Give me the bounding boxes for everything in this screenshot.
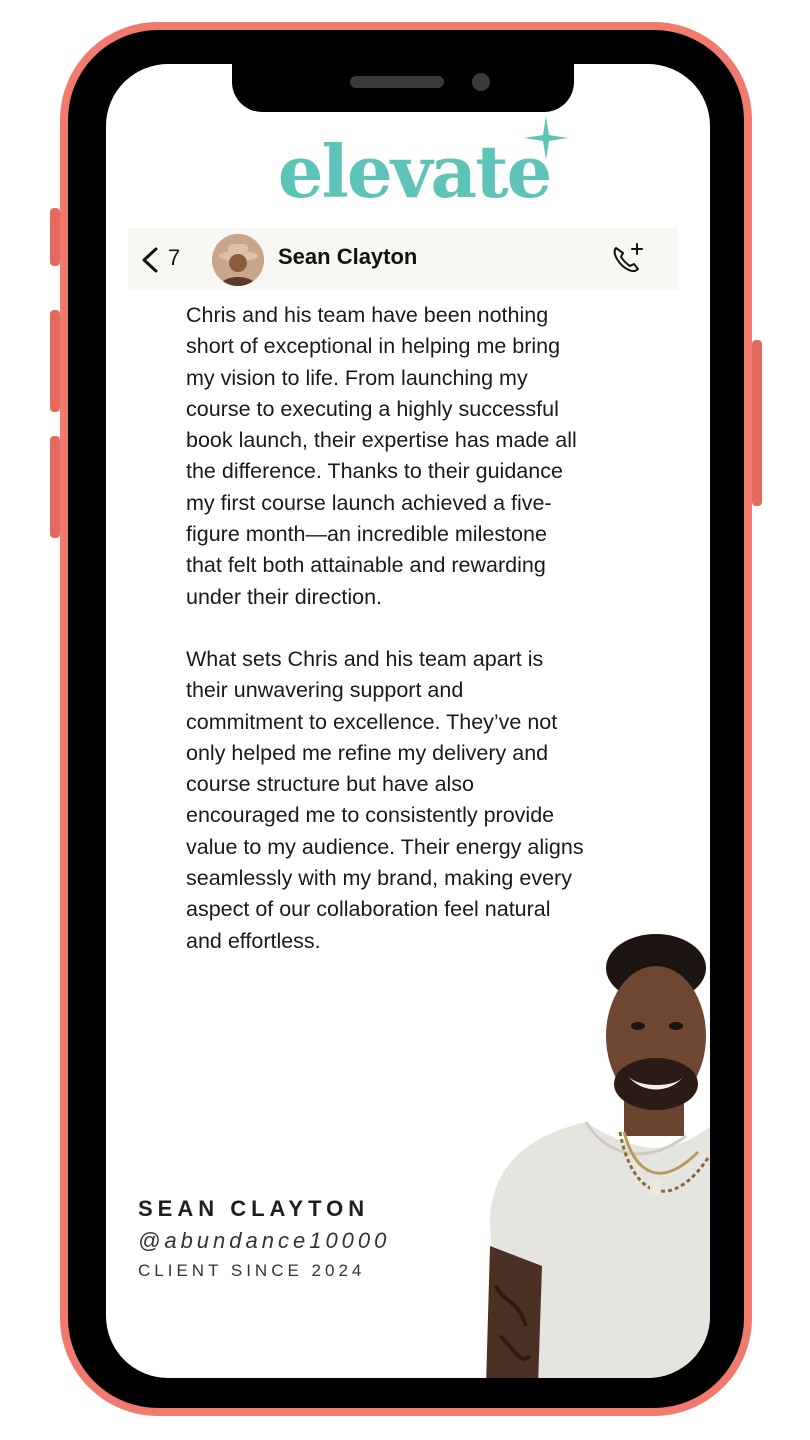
avatar[interactable] [212, 234, 264, 286]
signature-name: SEAN CLAYTON [138, 1196, 370, 1221]
front-camera [472, 73, 490, 91]
back-unread-count[interactable]: 7 [168, 245, 181, 270]
volume-down-button [50, 436, 60, 538]
client-since-label: CLIENT SINCE 2024 [138, 1261, 366, 1280]
message-paragraph-2: What sets Chris and his team apart is their unwavering support and commitment to excellence. They’ve not only helped me refine my delivery and course structure but have also encouraged me to consistently provide value to my audience. Their energy aligns seamlessly with my brand, making every aspect of our collaboration feel natural and effortless. [186, 646, 584, 953]
chat-header [128, 228, 678, 290]
chevron-left-icon[interactable] [138, 246, 162, 274]
volume-up-button [50, 310, 60, 412]
message-paragraph-1: Chris and his team have been nothing short of exceptional in helping me bring my vision to life. From launching my course to executing a highly successful book launch, their expertise has made all the difference. Thanks to their guidance my first course launch achieved a five-figure month—an incredible milestone that felt both attainable and rewarding under their direction. [186, 303, 577, 609]
power-button [752, 340, 762, 506]
brand-logo-text: elevate [277, 129, 551, 214]
message-body [186, 300, 586, 988]
contact-name[interactable]: Sean Clayton [278, 244, 418, 269]
client-portrait [486, 926, 710, 1378]
phone-notch [232, 64, 574, 112]
mute-switch [50, 208, 60, 266]
signature-handle: @abundance10000 [138, 1228, 391, 1253]
brand-logo [264, 129, 564, 214]
phone-add-icon[interactable] [610, 242, 644, 276]
phone-screen [106, 64, 710, 1378]
speaker-grille [350, 76, 444, 88]
